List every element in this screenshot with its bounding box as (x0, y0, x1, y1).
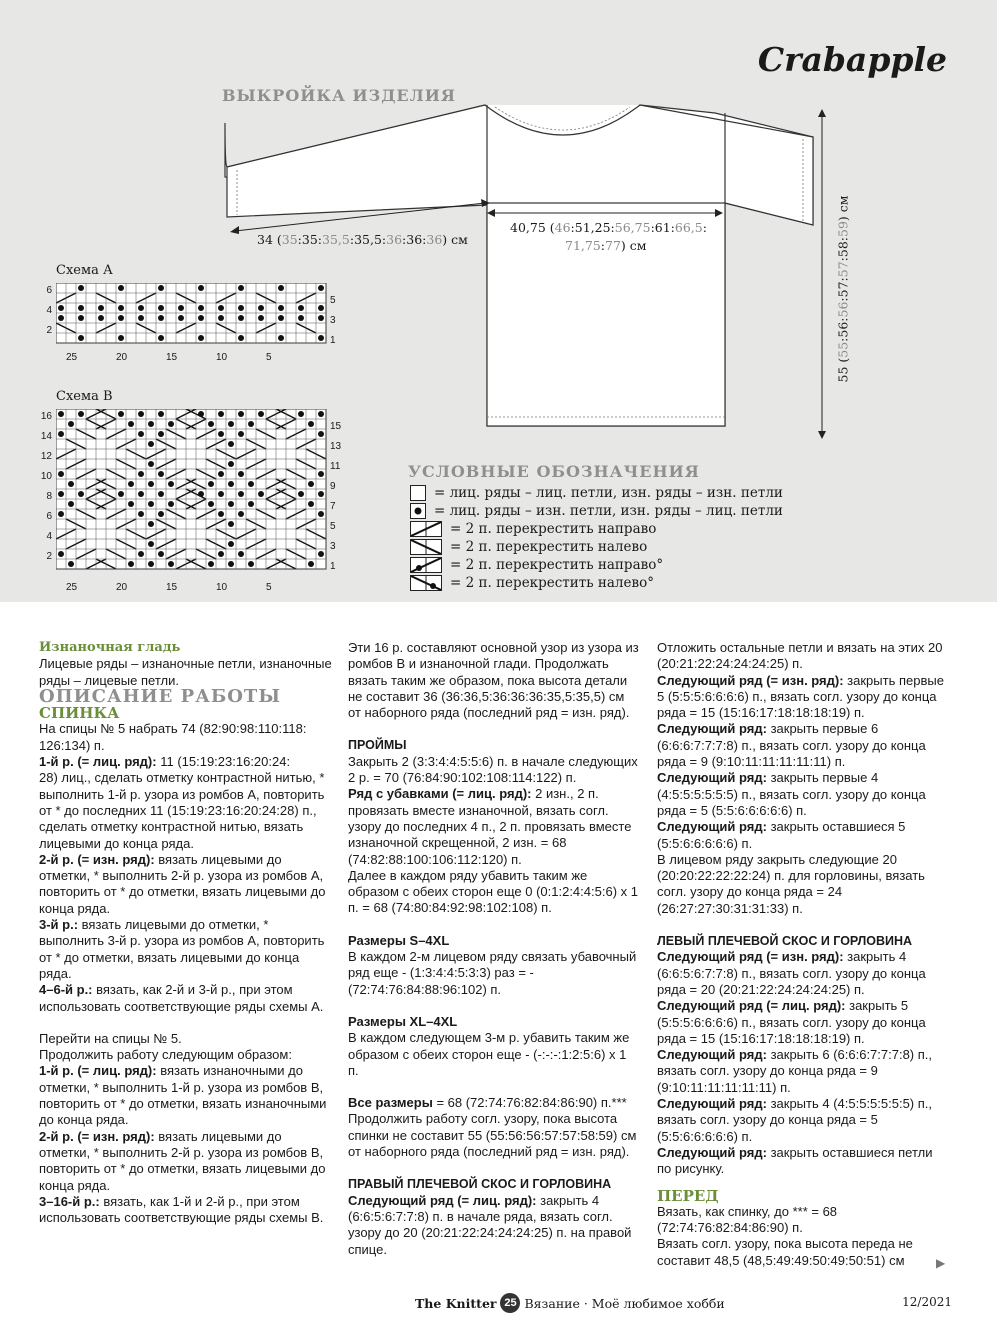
chart-a-grid (56, 283, 327, 349)
continue-arrow-icon: ▶ (936, 1256, 946, 1270)
chart-axis-label: 5 (266, 582, 272, 593)
legend-item-cross-left: = 2 п. перекрестить налево (410, 538, 647, 556)
text-column-1 (39, 640, 334, 1226)
chart-axis-label: 5 (330, 295, 336, 306)
continue-text: Продолжить работу следующим образом: (39, 1047, 292, 1063)
right-shoulder-row: Следующий ряд (= лиц. ряд): закрыть 4 (6:6:5:6:7:7:8) п. в начале ряда, вязать согл. узору до 20 (20:21:22:24:24:24:25) п. на правой спице. (348, 1192, 632, 1257)
left-row-1: Следующий ряд (= изн. ряд): закрыть 4 (6:6:5:6:7:7:8) п., вязать согл. узору до конца ряда = 20 (20:21:22:24:24:24:25) п. (657, 949, 926, 997)
b-row-2: 2-й р. (= изн. ряд): вязать лицевыми до отметки, * выполнить 2-й р. узора из ромбов В, повторить от * до отметки, вязать лицевыми до конца ряда. (39, 1128, 326, 1193)
chart-axis-label: 10 (216, 582, 228, 593)
neck-row-1: Следующий ряд (= изн. ряд): закрыть первые 5 (5:5:5:6:6:6:6) п., вязать согл. узору до конца ряда = 15 (15:16:17:18:18:18:19) п. (657, 672, 944, 721)
front-header: ПЕРЕД (657, 1186, 719, 1205)
issue-date: 12/2021 (902, 1295, 952, 1309)
sizes-s-4xl: Размеры S–4XL (348, 932, 450, 948)
chart-axis-label: 13 (330, 441, 342, 452)
chart-axis-label: 16 (40, 411, 52, 422)
neck-bind-off: В лицевом ряду закрыть следующие 20 (20:20:22:22:22:24) п. для горловины, вязать согл. узору до конца ряда = 24 (26:27:27:30:31:31:33) п. (657, 851, 925, 916)
chart-axis-label: 20 (116, 582, 128, 593)
sizes-xl-4xl-text: В каждом следующем 3-м р. убавить таким же образом с обеих сторон еще - (-:-:-:1:2:5:6) х 1 п. (348, 1030, 630, 1078)
pattern-title: Crabapple (757, 40, 947, 79)
neck-row-4: Следующий ряд: закрыть оставшиеся 5 (5:5:6:6:6:6:6) п. (657, 819, 906, 851)
legend-item-cross-right: = 2 п. перекрестить направо (410, 520, 656, 538)
footer-tagline: Вязание · Моё любимое хобби (524, 1295, 725, 1311)
row-2: 2-й р. (= изн. ряд): вязать лицевыми до отметки, * выполнить 2-й р. узора из ромбов А, повторить от * до отметки, вязать лицевыми до конца ряда. (39, 851, 326, 916)
chart-axis-label: 3 (330, 315, 336, 326)
chart-axis-label: 5 (266, 352, 272, 363)
chart-axis-label: 2 (46, 325, 52, 336)
left-shoulder-header: ЛЕВЫЙ ПЛЕЧЕВОЙ СКОС И ГОРЛОВИНА (657, 934, 913, 949)
switch-needles: Перейти на спицы № 5. (39, 1030, 182, 1046)
armhole-1: Закрыть 2 (3:3:4:4:5:5:6) п. в начале следующих 2 р. = 70 (76:84:90:102:108:114:122) п. (348, 753, 638, 786)
neck-row-2: Следующий ряд: закрыть первые 6 (6:6:6:7:7:7:8) п., вязать согл. узору до конца ряда = 9 (9:10:11:11:11:11:11) п. (657, 721, 926, 770)
text-column-2 (348, 640, 640, 1258)
chart-axis-label: 7 (330, 501, 336, 512)
chart-axis-label: 15 (166, 582, 178, 593)
chart-axis-label: 9 (330, 481, 336, 492)
footer-brand: The Knitter (415, 1295, 497, 1311)
chart-axis-label: 25 (66, 352, 78, 363)
page-number: 25 (500, 1293, 520, 1313)
legend-item-cross-right-purl: = 2 п. перекрестить направо° (410, 556, 663, 574)
chart-a-title: Схема А (56, 263, 113, 278)
chart-axis-label: 8 (46, 491, 52, 502)
chart-axis-label: 4 (46, 305, 52, 316)
front-text-1: Вязать, как спинку, до *** = 68 (72:74:76:82:84:86:90) п. (657, 1203, 838, 1236)
left-row-2: Следующий ряд (= лиц. ряд): закрыть 5 (5:5:5:6:6:6:6) п., вязать согл. узору до конца ряда = 15 (15:16:17:18:18:18:19) п. (657, 998, 926, 1046)
b-row-3-16: 3–16-й р.: вязать, как 1-й и 2-й р., при этом использовать соответствующие ряды схемы В. (39, 1193, 324, 1226)
sweater-schematic (215, 95, 855, 455)
back-header: СПИНКА (39, 704, 120, 723)
left-row-5: Следующий ряд: закрыть оставшиеся петли по рисунку. (657, 1144, 933, 1177)
cross-left-dot-icon (410, 575, 442, 591)
legend-item-cross-left-purl: = 2 п. перекрестить налево° (410, 574, 654, 592)
cross-right-icon (410, 521, 442, 537)
neck-row-3: Следующий ряд: закрыть первые 4 (4:5:5:5:5:5:5) п., вязать согл. узору до конца ряда = 5 (5:5:6:6:6:6:6) п. (657, 770, 926, 818)
cross-left-icon (410, 539, 442, 555)
left-row-4: Следующий ряд: закрыть 4 (4:5:5:5:5:5:5) п., вязать согл. узору до конца ряда = 5 (5:5:6:6:6:6:6) п. (657, 1096, 933, 1144)
all-sizes-text: Продолжить работу согл. узору, пока высота спинки не составит 55 (55:56:56:57:57:58:59) см от наборного ряда (последний ряд = изн. ряд). (348, 1111, 637, 1160)
blank-square-icon (410, 485, 426, 501)
chart-axis-label: 11 (330, 461, 341, 472)
chart-axis-label: 1 (330, 335, 336, 346)
length-measurement: 55 (55:56:56:57:57:58:59) см (835, 195, 851, 383)
front-text-2: Вязать согл. узору, пока высота переда не составит 48,5 (48,5:49:49:50:49:50:51) см (657, 1236, 913, 1268)
chart-axis-label: 25 (66, 582, 78, 593)
legend-item-purl: = лиц. ряды – изн. петли, изн. ряды – лиц. петли (410, 502, 783, 520)
chart-a-col-labels (56, 352, 326, 366)
legend-item-knit: = лиц. ряды – лиц. петли, изн. ряды – изн. петли (410, 484, 783, 502)
b-row-1: 1-й р. (= лиц. ряд): вязать изнаночными до отметки, * выполнить 1-й р. узора из ромбов В, повторить от * до отметки, вязать изнаночными до конца ряда. (39, 1063, 327, 1128)
cast-on: На спицы № 5 набрать 74 (82:90:98:110:118: 126:134) п. (39, 721, 307, 753)
chart-axis-label: 1 (330, 561, 336, 572)
row-1: 1-й р. (= лиц. ряд): 11 (15:19:23:16:20:24: 28) лиц., сделать отметку контрастной нитью, * выполнить 1-й р. узора из ромбов А, повторить от * до последних 11 (15:19:23:16:20:24:28) п., сделать отметку контрастной нитью, вязать лицевыми до конца ряда. (39, 754, 325, 851)
legend-header: УСЛОВНЫЕ ОБОЗНАЧЕНИЯ (408, 462, 700, 481)
pattern-repeat-text: Эти 16 р. составляют основной узор из узора из ромбов В и изнаночной глади. Продолжать вязать таким же образом, пока высота детали не составит 36 (36:36,5:36:36:36:35,5:35,5) см от наборного ряда (последний ряд = изн. ряд). (348, 640, 639, 721)
armhole-2: Ряд с убавками (= лиц. ряд): 2 изн., 2 п. провязать вместе изнаночной, вязать согл. узору до последних 4 п., 2 п. провязать вместе изнаночной скрещенной, 2 изн. = 68 (74:82:88:100:106:112:120) п. (348, 786, 632, 867)
chart-axis-label: 15 (166, 352, 178, 363)
chart-axis-label: 2 (46, 551, 52, 562)
dot-square-icon (410, 503, 426, 519)
chart-b-title: Схема В (56, 389, 113, 404)
chest-measurement: 40,75 (46:51,25:56,75:61:66,5: 71,75:77) см (510, 220, 707, 253)
page-footer (0, 1293, 997, 1313)
reverse-stitch-text: Лицевые ряды – изнаночные петли, изнаночные ряды – лицевые петли. (39, 656, 332, 688)
cross-right-dot-icon (410, 557, 442, 573)
right-shoulder-header: ПРАВЫЙ ПЛЕЧЕВОЙ СКОС И ГОРЛОВИНА (348, 1177, 612, 1192)
chart-axis-label: 12 (40, 451, 52, 462)
set-aside-text: Отложить остальные петли и вязать на этих 20 (20:21:22:24:24:24:25) п. (657, 640, 943, 672)
text-column-3 (657, 640, 949, 1269)
all-sizes: Все размеры = 68 (72:74:76:82:84:86:90) п.*** (348, 1095, 627, 1111)
chart-axis-label: 4 (46, 531, 52, 542)
left-row-3: Следующий ряд: закрыть 6 (6:6:6:7:7:7:8) п., вязать согл. узору до конца ряда = 9 (9:10:11:11:11:11:11) п. (657, 1047, 933, 1095)
row-4-6: 4–6-й р.: вязать, как 2-й и 3-й р., при этом использовать соответствующие ряды схемы А. (39, 982, 324, 1014)
sizes-s-4xl-text: В каждом 2-м лицевом ряду связать убавочный ряд еще - (1:3:4:4:5:3:3) раз = - (72:74:76:84:88:96:102) п. (348, 949, 637, 997)
chart-axis-label: 5 (330, 521, 336, 532)
chart-axis-label: 10 (216, 352, 228, 363)
chart-axis-label: 3 (330, 541, 336, 552)
description-header: ОПИСАНИЕ РАБОТЫ (39, 685, 281, 707)
sizes-xl-4xl: Размеры XL–4XL (348, 1013, 458, 1029)
schematic-header: ВЫКРОЙКА ИЗДЕЛИЯ (222, 86, 456, 105)
sleeve-measurement: 34 (35:35:35,5:35,5:36:36:36) см (257, 232, 468, 247)
chart-axis-label: 10 (40, 471, 52, 482)
armhole-header: ПРОЙМЫ (348, 738, 407, 753)
chart-axis-label: 15 (330, 421, 342, 432)
chart-b-grid (56, 409, 327, 575)
reverse-stitch-title: Изнаночная гладь (39, 640, 181, 655)
chart-axis-label: 6 (46, 511, 52, 522)
row-3: 3-й р.: вязать лицевыми до отметки, * выполнить 3-й р. узора из ромбов А, повторить от * до отметки, вязать лицевыми до конца ряда. (39, 917, 325, 981)
chart-axis-label: 6 (46, 285, 52, 296)
armhole-3: Далее в каждом ряду убавить таким же образом с обеих сторон еще 0 (0:1:2:4:4:5:6) х 1 п. = 68 (74:80:84:92:98:102:108) п. (348, 867, 638, 916)
chart-axis-label: 14 (40, 431, 52, 442)
chart-axis-label: 20 (116, 352, 128, 363)
chart-b-col-labels (56, 582, 326, 596)
